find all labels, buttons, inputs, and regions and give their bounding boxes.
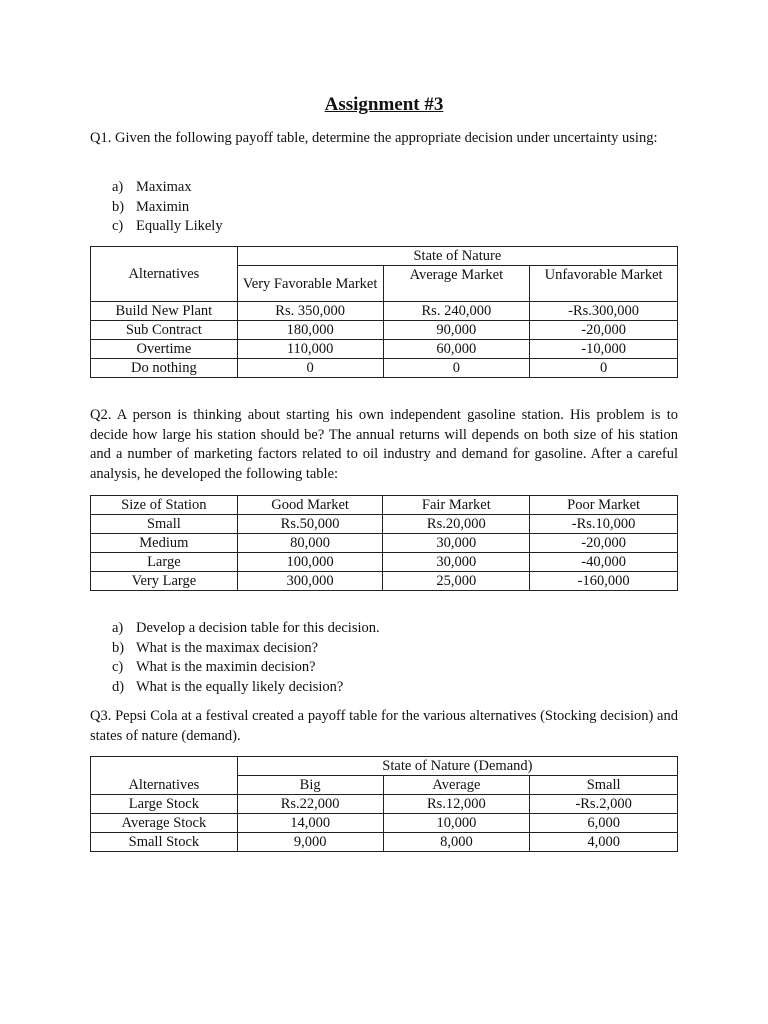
cell: Large <box>91 553 238 572</box>
q1-options <box>112 178 223 237</box>
cell: 90,000 <box>383 321 530 340</box>
table-row <box>91 814 678 833</box>
q1-col-header: Unfavorable Market <box>530 266 678 302</box>
q2-option: d) What is the equally likely decision? <box>112 678 344 695</box>
cell: Do nothing <box>91 359 238 378</box>
cell: -Rs.2,000 <box>530 795 678 814</box>
q2-col-header: Poor Market <box>530 496 678 515</box>
cell: 8,000 <box>383 833 530 852</box>
cell: 0 <box>383 359 530 378</box>
q1-col-header: Very Favorable Market <box>237 266 383 302</box>
table-row <box>91 572 678 591</box>
q2-option: a) Develop a decision table for this decision. <box>112 620 380 636</box>
q2-col-header: Fair Market <box>383 496 530 515</box>
cell: 10,000 <box>383 814 530 833</box>
cell: Very Large <box>91 572 238 591</box>
q2-col-header: Size of Station <box>91 496 238 515</box>
cell: Rs.22,000 <box>237 795 383 814</box>
cell: -20,000 <box>530 534 678 553</box>
table-row <box>91 553 678 572</box>
table-row <box>91 795 678 814</box>
q3-group-header: State of Nature (Demand) <box>237 757 677 776</box>
q1-option: a) Maximax <box>112 179 192 195</box>
q1-option: c) Equally Likely <box>112 218 223 234</box>
q1-option: b) Maximin <box>112 198 190 215</box>
cell: Average Stock <box>91 814 238 833</box>
cell: -160,000 <box>530 572 678 591</box>
cell: Rs. 240,000 <box>383 302 530 321</box>
page-title: Assignment #3 <box>324 94 444 115</box>
cell: 180,000 <box>237 321 383 340</box>
q2-col-header: Good Market <box>237 496 383 515</box>
q3-col-header: Small <box>530 776 678 795</box>
cell: 14,000 <box>237 814 383 833</box>
cell: Medium <box>91 534 238 553</box>
cell: -Rs.10,000 <box>530 515 678 534</box>
cell: 30,000 <box>383 534 530 553</box>
cell: Rs.20,000 <box>383 515 530 534</box>
cell: Rs. 350,000 <box>237 302 383 321</box>
q3-payoff-table <box>90 756 678 852</box>
cell: Sub Contract <box>91 321 238 340</box>
cell: 9,000 <box>237 833 383 852</box>
q3-row-header: Alternatives <box>91 776 238 795</box>
cell: 300,000 <box>237 572 383 591</box>
cell: Small <box>91 515 238 534</box>
cell: 30,000 <box>383 553 530 572</box>
table-row <box>91 359 678 378</box>
cell: -40,000 <box>530 553 678 572</box>
q3-corner-cell <box>91 757 238 776</box>
cell: 100,000 <box>237 553 383 572</box>
cell: Build New Plant <box>91 302 238 321</box>
q3-col-header: Average <box>383 776 530 795</box>
table-row <box>91 515 678 534</box>
q2-options <box>112 619 380 697</box>
table-row <box>91 321 678 340</box>
cell: 0 <box>237 359 383 378</box>
q2-option: c) What is the maximin decision? <box>112 659 316 675</box>
q1-row-header: Alternatives <box>91 247 238 302</box>
cell: Rs.50,000 <box>237 515 383 534</box>
q1-text: Q1. Given the following payoff table, determine the appropriate decision under uncertainty using: <box>90 130 658 146</box>
cell: 6,000 <box>530 814 678 833</box>
table-row <box>91 302 678 321</box>
cell: 0 <box>530 359 678 378</box>
cell: Overtime <box>91 340 238 359</box>
q2-returns-table <box>90 495 678 591</box>
q2-text: Q2. A person is thinking about starting his own independent gasoline station. His problem is to decide how large his station should be? The annual returns will depends on both size of his station and a number of marketing factors related to oil industry and demand for gasoline. After a careful analysis, he developed the following table: <box>90 407 678 482</box>
q1-payoff-table <box>90 246 678 378</box>
cell: -10,000 <box>530 340 678 359</box>
cell: -Rs.300,000 <box>530 302 678 321</box>
cell: 60,000 <box>383 340 530 359</box>
cell: Rs.12,000 <box>383 795 530 814</box>
cell: 25,000 <box>383 572 530 591</box>
q3-text: Q3. Pepsi Cola at a festival created a payoff table for the various alternatives (Stocking decision) and states of nature (demand). <box>90 708 678 744</box>
cell: -20,000 <box>530 321 678 340</box>
cell: 80,000 <box>237 534 383 553</box>
cell: Large Stock <box>91 795 238 814</box>
q1-group-header: State of Nature <box>237 247 677 266</box>
table-row <box>91 340 678 359</box>
cell: 110,000 <box>237 340 383 359</box>
q3-col-header: Big <box>237 776 383 795</box>
q2-option: b) What is the maximax decision? <box>112 639 319 656</box>
table-row <box>91 534 678 553</box>
table-row <box>91 833 678 852</box>
cell: Small Stock <box>91 833 238 852</box>
q1-col-header: Average Market <box>383 266 530 302</box>
cell: 4,000 <box>530 833 678 852</box>
